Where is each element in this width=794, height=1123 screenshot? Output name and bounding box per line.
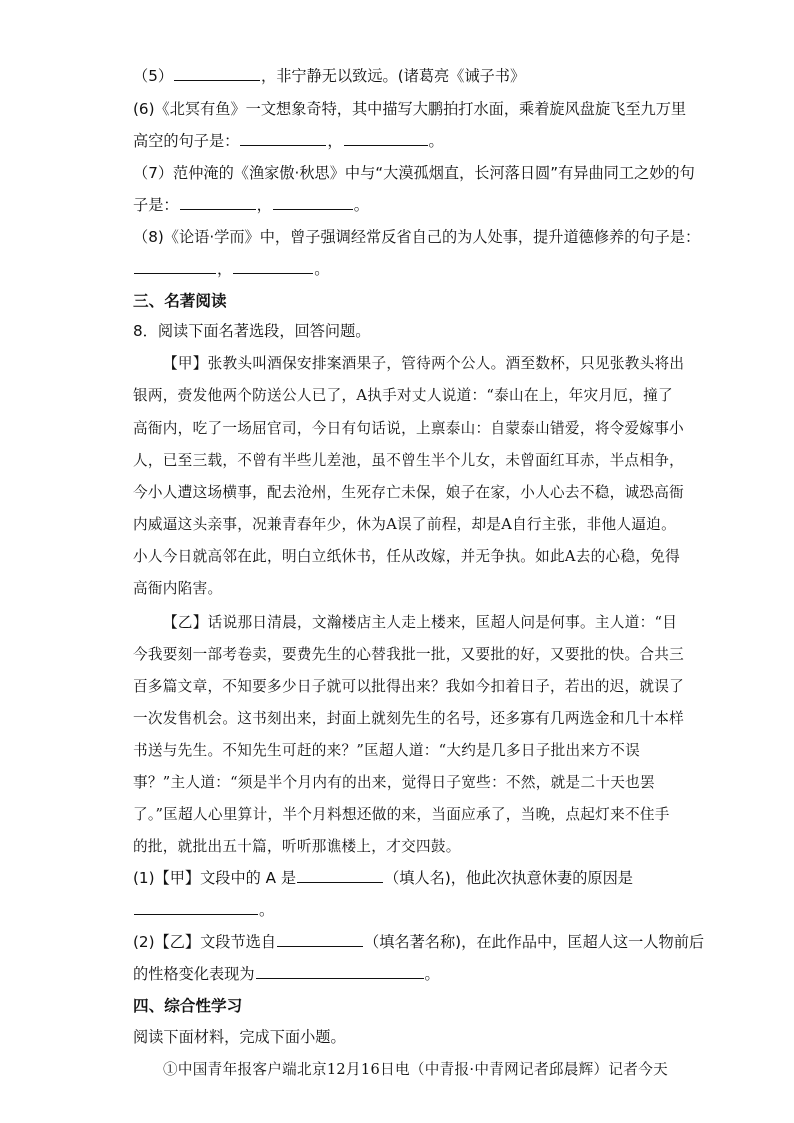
question-6-line-1: (6)《北冥有鱼》一文想象奇特，其中描写大鹏拍打水面，乘着旋风盘旋飞至九万里 <box>133 100 687 118</box>
answer-blank[interactable] <box>277 932 363 947</box>
period: 。 <box>259 901 275 919</box>
answer-blank[interactable] <box>240 131 326 146</box>
question-5-text: ，非宁静无以致远。(诸葛亮《诫子书》 <box>261 67 526 85</box>
answer-blank[interactable] <box>134 900 258 915</box>
passage-yi-line: 今我要刻一部考卷卖，要费先生的心替我批一批，又要批的好，又要批的快。合共三 <box>133 646 685 663</box>
section-3-title: 三、名著阅读 <box>133 292 227 310</box>
comma: ， <box>217 260 233 278</box>
answer-blank[interactable] <box>233 259 313 274</box>
period: 。 <box>424 965 440 983</box>
question-8-intro: 8．阅读下面名著选段，回答问题。 <box>133 322 371 340</box>
answer-blank[interactable] <box>273 195 353 210</box>
comma: ， <box>256 196 272 214</box>
period: 。 <box>428 132 444 150</box>
sub-question-1-prompt: (1)【甲】文段中的 A 是 <box>133 869 297 887</box>
passage-jia-line: 人，已至三载，不曾有半些儿差池，虽不曾生半个儿女，未曾面红耳赤，半点相争， <box>133 452 685 469</box>
question-7-line-1: （7）范仲淹的《渔家傲·秋思》中与“大漠孤烟直，长河落日圆”有异曲同工之妙的句 <box>133 164 695 182</box>
sub-question-2-prompt-2: 的性格变化表现为 <box>133 965 255 983</box>
answer-blank[interactable] <box>297 868 383 883</box>
passage-jia-line: 今小人遭这场横事，配去沧州，生死存亡未保，娘子在家，小人心去不稳，诚恐高衙 <box>133 484 685 501</box>
question-7-line-2 <box>133 195 369 215</box>
sub-question-2-prompt: (2)【乙】文段节选自 <box>133 933 277 951</box>
sub-question-1 <box>133 868 633 888</box>
section-4-title: 四、综合性学习 <box>133 997 243 1015</box>
passage-jia-line: 小人今日就高邻在此，明白立纸休书，任从改嫁，并无争执。如此A去的心稳，免得 <box>133 548 681 565</box>
answer-blank[interactable] <box>174 66 260 81</box>
sub-question-2 <box>133 932 704 952</box>
passage-yi-line: 了。”匡超人心里算计，半个月料想还做的来，当面应承了，当晚，点起灯来不住手 <box>133 806 670 823</box>
answer-blank[interactable] <box>134 259 216 274</box>
passage-jia-line: 【甲】张教头叫酒保安排案酒果子，管待两个公人。酒至数杯，只见张教头将出 <box>163 355 685 372</box>
question-8-line-1: （8)《论语·学而》中，曾子强调经常反省自己的为人处事，提升道德修养的句子是： <box>133 228 701 246</box>
question-5-number: （5） <box>133 67 174 85</box>
material-1: ①中国青年报客户端北京12月16日电（中青报·中青网记者邱晨辉）记者今天 <box>163 1061 668 1078</box>
passage-jia-line: 内威逼这头亲事，况兼青春年少，休为A误了前程，却是A自行主张，非他人逼迫。 <box>133 516 676 533</box>
sub-question-1-text: （填人名)，他此次执意休妻的原因是 <box>384 869 633 887</box>
passage-yi-line: 【乙】话说那日清晨，文瀚楼店主人走上楼来，匡超人问是何事。主人道：“目 <box>163 614 678 631</box>
passage-yi-line: 百多篇文章，不知要多少日子就可以批得出来？我如今扣着日子，若出的迟，就误了 <box>133 678 685 695</box>
period: 。 <box>314 260 330 278</box>
passage-yi-line: 事？”主人道：“须是半个月内有的出来，觉得日子宽些：不然，就是二十天也罢 <box>133 774 655 791</box>
answer-blank[interactable] <box>344 131 428 146</box>
section-4-intro: 阅读下面材料，完成下面小题。 <box>133 1028 346 1046</box>
passage-yi-line: 一次发售机会。这书刻出来，封面上就刻先生的名号，还多寡有几两选金和几十本样 <box>133 710 685 727</box>
comma: ， <box>327 132 343 150</box>
answer-blank[interactable] <box>256 964 424 979</box>
sub-question-1-line-2 <box>133 900 274 920</box>
question-6-prompt: 高空的句子是： <box>133 132 240 150</box>
period: 。 <box>353 196 369 214</box>
passage-jia-line: 高衙内陷害。 <box>133 580 223 597</box>
question-6-line-2 <box>133 131 444 151</box>
passage-jia-line: 高衙内，吃了一场屈官司，今日有句话说，上禀泰山：自蒙泰山错爱，将令爱嫁事小 <box>133 420 685 437</box>
passage-yi-line: 书送与先生。不知先生可赶的来？”匡超人道：“大约是几多日子批出来方不误 <box>133 742 641 759</box>
passage-jia-line: 银两，赍发他两个防送公人已了，A执手对丈人说道：“泰山在上，年灾月厄，撞了 <box>133 387 673 404</box>
question-5 <box>133 66 525 86</box>
passage-yi-line: 的批，就批出五十篇，听听那谯楼上，才交四鼓。 <box>133 838 461 855</box>
sub-question-2-text: （填名著名称)，在此作品中，匡超人这一人物前后 <box>364 933 705 951</box>
question-7-prompt: 子是： <box>133 196 179 214</box>
sub-question-2-line-2 <box>133 964 440 984</box>
answer-blank[interactable] <box>180 195 256 210</box>
question-8-line-2 <box>133 259 329 279</box>
